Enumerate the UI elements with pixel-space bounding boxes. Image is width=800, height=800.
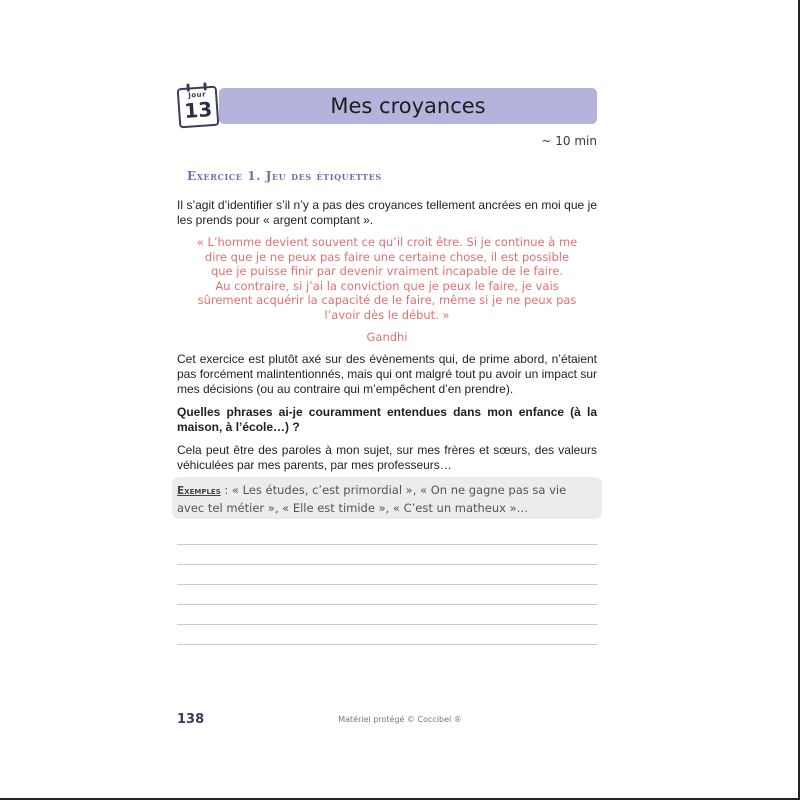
quote-line: « L’homme devient souvent ce qu’il croit être. Si je continue à me bbox=[196, 235, 578, 249]
title-banner bbox=[219, 88, 597, 124]
quote-line: sûrement acquérir la capacité de le faire, même si je ne peux pas bbox=[197, 293, 577, 307]
quote-line: que je puisse finir par devenir vraiment incapable de le faire. bbox=[210, 264, 564, 278]
context-paragraph: Cet exercice est plutôt axé sur des évènements qui, de prime abord, n’étaient pas forcément malintentionnés, mais qui ont malgré tout pu avoir un impact sur mes décisions (ou au contraire qui m’empêchent d’en prendre). bbox=[177, 352, 597, 396]
page-number: 138 bbox=[177, 712, 205, 727]
writing-line[interactable] bbox=[177, 584, 597, 585]
examples-content: : « Les études, c’est primordial », « On ne gagne pas sa vie avec tel métier », « Elle est timide », « C’est un matheux »… bbox=[177, 483, 567, 515]
question-text: Quelles phrases ai-je couramment entendues dans mon enfance (à la maison, à l’école…) ? bbox=[177, 405, 597, 434]
calendar-icon bbox=[177, 86, 220, 129]
quote-line: dire que je ne peux pas faire une certaine chose, il est possible bbox=[204, 249, 570, 264]
examples-text bbox=[177, 482, 597, 517]
quote-line: l’avoir dès le début. » bbox=[324, 307, 450, 322]
writing-line[interactable] bbox=[177, 564, 597, 565]
writing-line[interactable] bbox=[177, 544, 597, 545]
quote-block bbox=[177, 235, 597, 322]
quote-line: Au contraire, si j’ai la conviction que je peux le faire, je vais bbox=[215, 278, 559, 293]
examples-label: Exemples bbox=[177, 485, 221, 497]
writing-line[interactable] bbox=[177, 624, 597, 625]
writing-line[interactable] bbox=[177, 604, 597, 605]
copyright-footer: Matériel protégé © Coccibel ® bbox=[338, 715, 462, 724]
day-label: Jour bbox=[187, 90, 207, 100]
quote-author: Gandhi bbox=[366, 330, 408, 344]
duration-text: ~ 10 min bbox=[541, 134, 597, 148]
writing-line[interactable] bbox=[177, 644, 597, 645]
intro-paragraph: Il s’agit d’identifier s’il n’y a pas des croyances tellement ancrées en moi que je les prends pour « argent comptant ». bbox=[177, 198, 597, 227]
exercise-heading: Exercice 1. Jeu des étiquettes bbox=[187, 169, 382, 183]
hint-paragraph: Cela peut être des paroles à mon sujet, sur mes frères et sœurs, des valeurs véhiculées par mes parents, par mes professeurs… bbox=[177, 443, 597, 472]
page-title: Mes croyances bbox=[330, 94, 486, 118]
day-number: 13 bbox=[183, 97, 213, 123]
